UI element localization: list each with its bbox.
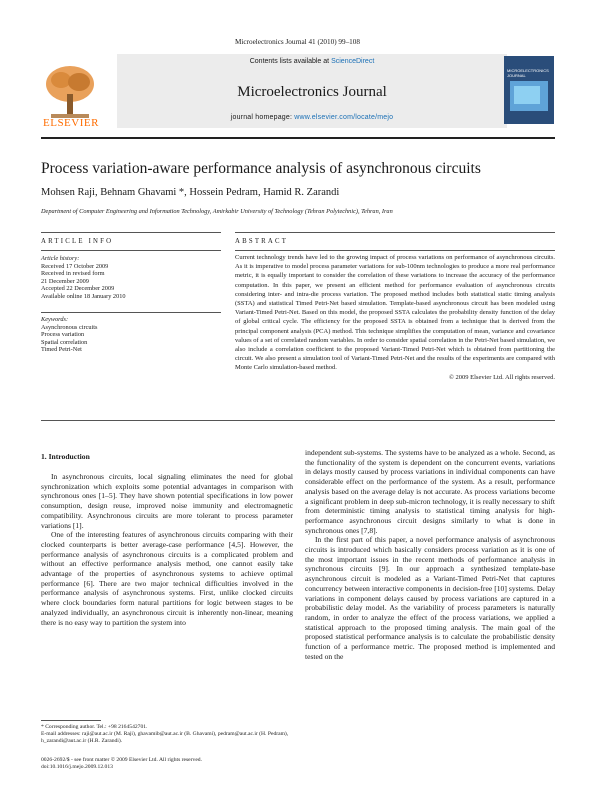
publication-info <box>41 757 293 771</box>
history-item: Accepted 22 December 2009 <box>41 285 115 293</box>
keyword-item: Timed Petri-Net <box>41 346 82 354</box>
section-heading: 1. Introduction <box>41 452 90 461</box>
cover-title: MICROELECTRONICS JOURNAL <box>507 68 549 78</box>
journal-homepage <box>117 114 507 121</box>
abstract-top-rule <box>235 232 555 233</box>
homepage-link[interactable]: www.elsevier.com/locate/mejo <box>294 114 394 121</box>
paragraph: In asynchronous circuits, local signaling eliminates the need for global synchronization which exploits some potential advantages in comparison with synchronous ones [1–5]. They have shown potential specifications in low power consumption, design reuse, improved noise immunity and electromagnetic compatibility. Asynchronous circuits are more tolerant to process parameter variations [1]. <box>41 472 293 530</box>
journal-cover-image <box>504 56 554 124</box>
keyword-item: Process variation <box>41 331 85 339</box>
issn-line: 0026-2692/$ - see front matter © 2009 Elsevier Ltd. All rights reserved. <box>41 757 202 763</box>
contents-prefix: Contents lists available at <box>249 58 330 65</box>
paragraph: independent sub-systems. The systems have to be analyzed as a whole. Second, as the functionality of the system is dependent on the concurrent events, variations in delays mostly caused by process variations in individual components can have considerable effect on the performance of the system. As a result, performance analysis based on the average delay is not accurate. As process variations become a significant problem in deep sub-micron technology, it is really necessary to shift from deterministic timing analysis to statistical timing analysis for high-performance asynchronous circuit designs similarly to what is done in synchronous ones [7,8]. <box>305 448 555 535</box>
keywords <box>41 316 221 354</box>
keywords-label: Keywords: <box>41 316 69 323</box>
paper-authors: Mohsen Raji, Behnam Ghavami *, Hossein Pedram, Hamid R. Zarandi <box>41 187 340 198</box>
info-divider <box>41 312 221 313</box>
history-item: Received in revised form <box>41 270 105 278</box>
info-heading-rule <box>41 250 221 251</box>
paragraph: One of the interesting features of asynchronous circuits comparing with their clocked counterparts is better average-case performance [4,5]. However, the performance analysis of asynchronous circuits is a complicated problem and without an effective performance analysis method, one cannot easily take advantage of the properties of asynchronous systems to achieve optimal performance [6]. There are two major technical difficulties involved in the performance analysis of asynchronous systems. First, unlike clocked circuits where clock boundaries form natural partitions for logic between stages to be analyzed individually, an asynchronous circuit is inherently non-linear, meaning there is no easy way to partition the system into <box>41 530 293 627</box>
paragraph: In the first part of this paper, a novel performance analysis of asynchronous circuits is introduced which basically considers process variation as it is one of the most important issues in the recent methods of performance analysis in synchronous circuits [9]. In our approach a synthesized template-base asynchronous circuit is modeled as a Variant-Timed Petri-Net that captures concurrency between interactive components in decision-free [10] systems. Delay variations in component delays caused by process variations are captured in a probabilistic delay model. As the variability of process parameters is naturally random, in order to analyze the effect of the process variations, we applied a statistical approach to the proposed timing analysis. The main goal of the proposed statistical performance analysis is to calculate the probabilistic density function of a performance metric. The proposed method is implemented and tested on the <box>305 535 555 661</box>
info-top-rule <box>41 232 221 233</box>
history-item: Received 17 October 2009 <box>41 262 109 270</box>
publisher-name: ELSEVIER <box>43 117 99 129</box>
corresponding-footnote: * Corresponding author. Tel.: +98 2164542701. <box>41 724 148 730</box>
running-header: Microelectronics Journal 41 (2010) 99–108 <box>235 38 360 46</box>
abstract-heading-rule <box>235 250 555 251</box>
article-info-heading: ARTICLE INFO <box>41 238 114 245</box>
history-item: 21 December 2009 <box>41 277 89 285</box>
journal-name: Microelectronics Journal <box>237 84 387 100</box>
header-rule <box>41 137 555 139</box>
article-history <box>41 255 221 301</box>
keyword-item: Spatial correlation <box>41 338 88 346</box>
body-right-column <box>305 448 555 661</box>
abstract-heading: ABSTRACT <box>235 238 289 245</box>
paper-title: Process variation-aware performance analysis of asynchronous circuits <box>41 160 481 177</box>
journal-header <box>41 54 555 134</box>
abstract-text: Current technology trends have led to the growing impact of process variations on performance of asynchronous circuits. As it is imperative to model process parameter variations for sub-100nm technologies to produce a more real performance metric, it is equally important to consider the correlation of these variations to increase the accuracy of the performance computation. In this paper, we present an efficient method for performance evaluation of asynchronous circuits considering inter- and intra-die process variation. The proposed method includes both statistical static timing analysis (SSTA) and statistical Timed Petri-Net based simulation. Template-based asynchronous circuit has been modeled using Variant-Timed Petri-Net. Based on this model, the proposed SSTA calculates the probability density function of the delay of global critical cycle. The efficiency for the proposed SSTA is obtained from a technique that is derived from the principal component analysis (PCA) method. This technique simplifies the computation of mean, variance and covariance values of a set of correlated random variables. In order to consider spatial correlation in the Petri-Net based simulation, we also include a correlation coefficient to the proposed Variant-Timed Petri-Net which is obtained from partitioning the circuit. We also present a simulation tool of Variant-Timed Petri-Net and the results of the experiments are compared with Monte Carlo simulation-based method. <box>235 254 555 372</box>
history-label: Article history: <box>41 255 80 262</box>
sciencedirect-link[interactable]: ScienceDirect <box>331 58 375 65</box>
body-left-column <box>41 472 293 627</box>
abstract-body <box>235 253 555 382</box>
cover-graphic-inner <box>514 86 540 104</box>
paper-affiliation: Department of Computer Engineering and Information Technology, Amirkabir University of Technology (Tehran Polytechnic), Tehran, Iran <box>41 208 393 215</box>
keyword-item: Asynchronous circuits <box>41 323 98 331</box>
abstract-bottom-rule <box>41 420 555 421</box>
homepage-label: journal homepage: <box>230 114 293 121</box>
journal-banner <box>117 54 507 128</box>
abstract-copyright: © 2009 Elsevier Ltd. All rights reserved. <box>448 373 555 381</box>
footnote-rule <box>41 720 101 721</box>
history-item: Available online 18 January 2010 <box>41 292 126 300</box>
email-footnote: E-mail addresses: raji@aut.ac.ir (M. Raji), ghavamib@aut.ac.ir (B. Ghavami), pedram@aut.ac.ir (H. Pedram), h_zarandi@aut.ac.ir (H.R. Zarandi). <box>41 731 289 744</box>
contents-line <box>117 58 507 65</box>
footnotes <box>41 724 293 745</box>
doi-line: doi:10.1016/j.mejo.2009.12.013 <box>41 764 113 770</box>
